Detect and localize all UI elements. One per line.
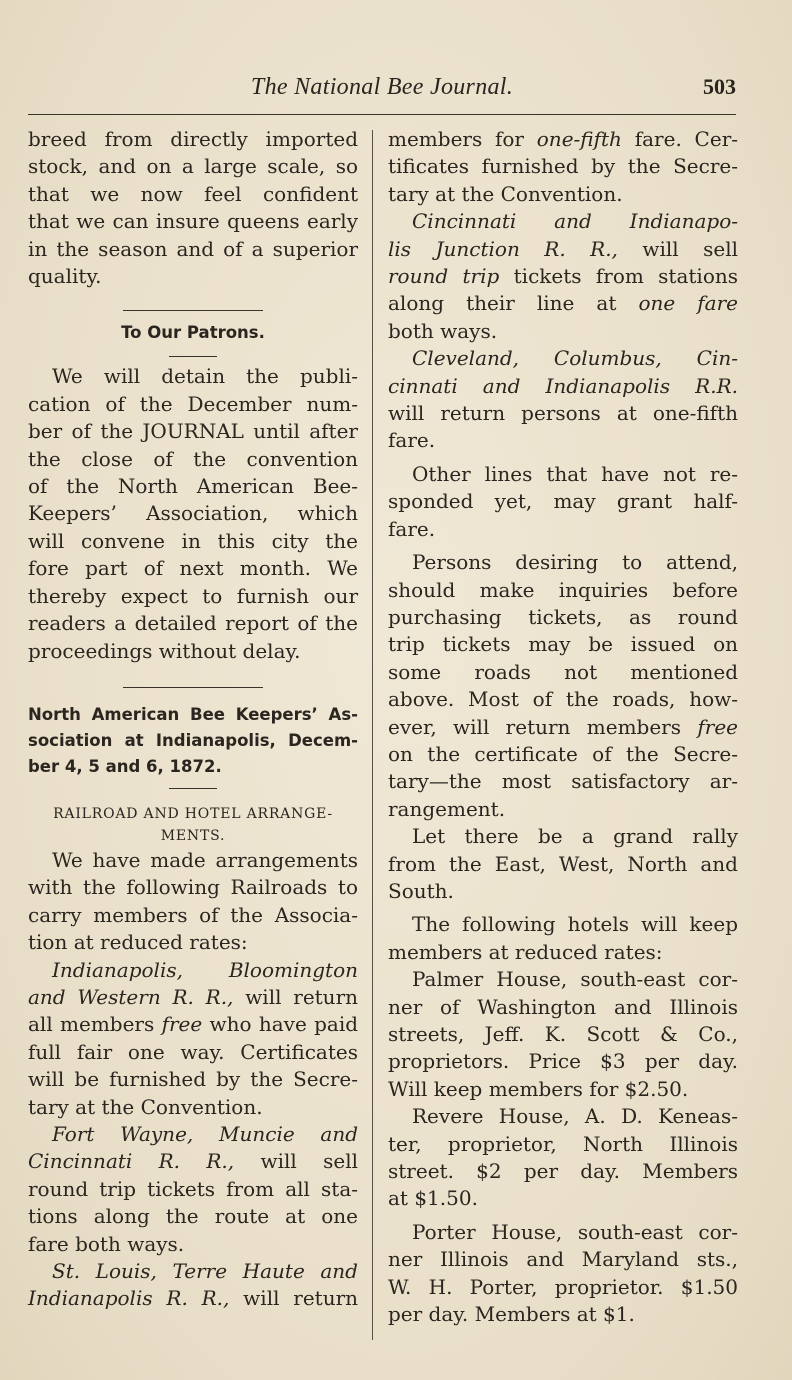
- text-line: the close of the convention: [28, 446, 358, 471]
- railroad-name: Cleveland, Columbus, Cin-: [412, 346, 738, 371]
- text-line: on the certificate of the Secre-: [388, 741, 738, 766]
- emphasis-fraction: one-fifth: [536, 127, 622, 151]
- text-line: both ways.: [388, 318, 498, 343]
- text-line: from the East, West, North and: [388, 851, 738, 876]
- journal-title: The National Bee Journal.: [250, 74, 514, 100]
- text-line: above. Most of the roads, how-: [388, 687, 738, 712]
- patrons-paragraph: [28, 363, 358, 664]
- text-line: thereby expect to furnish our: [28, 583, 358, 608]
- text-run: will return: [245, 984, 359, 1009]
- text-line: Let there be a grand rally: [412, 824, 738, 849]
- text-line: breed from directly imported: [28, 127, 358, 151]
- header-rule: [28, 114, 736, 115]
- ccci-railroad-paragraph: [388, 345, 738, 455]
- persons-paragraph: [388, 549, 738, 823]
- text-line: will convene in this city the: [28, 528, 358, 553]
- text-line: Porter House, south-east cor-: [412, 1219, 738, 1244]
- text-run: along their line at: [388, 291, 617, 316]
- text-line: [28, 1285, 358, 1312]
- text-line: rangement.: [388, 796, 506, 821]
- text-line: cation of the December num-: [28, 391, 358, 416]
- railroad-name: Indianapolis,: [52, 957, 183, 982]
- text-line: Keepers’ Association, which: [28, 501, 358, 526]
- text-line: [388, 236, 738, 263]
- text-line: stock, and on a large scale, so: [28, 154, 358, 179]
- other-lines-paragraph: [388, 461, 738, 543]
- text-line: fare both ways.: [28, 1231, 185, 1256]
- railroad-name: Bloomington: [228, 957, 358, 982]
- text-line: per day. Members at $1.: [388, 1302, 635, 1327]
- left-column: [28, 126, 358, 1313]
- text-line: of the North American Bee-: [28, 474, 358, 499]
- text-line: ner Illinois and Maryland sts.,: [388, 1247, 738, 1272]
- text-line: will be furnished by the Secre-: [28, 1067, 358, 1092]
- text-line: [28, 1258, 358, 1285]
- arrangements-paragraph: [28, 847, 358, 957]
- palmer-house-paragraph: [388, 966, 738, 1103]
- railroad-name: lis Junction R. R.,: [388, 236, 618, 261]
- railroad-name: Cincinnati and Indianapo-: [412, 209, 738, 234]
- text-line: tion at reduced rates:: [28, 930, 248, 955]
- railroad-name: St. Louis,: [52, 1259, 157, 1283]
- text-line: at $1.50.: [388, 1186, 478, 1211]
- text-line: sponded yet, may grant half-: [388, 489, 738, 514]
- text-line: trip tickets may be issued on: [388, 632, 738, 657]
- text-line: [388, 208, 738, 235]
- text-line: that we can insure queens early: [28, 209, 358, 234]
- railroad-name: Cincinnati R. R.,: [28, 1149, 235, 1174]
- text-line: ter, proprietor, North Illinois: [388, 1131, 738, 1156]
- text-line: [28, 957, 358, 984]
- text-line: readers a detailed report of the: [28, 611, 358, 636]
- text-line: in the season and of a superior: [28, 236, 358, 261]
- text-run: will sell: [642, 236, 739, 261]
- text-line: [28, 1121, 358, 1148]
- text-line: Palmer House, south-east cor-: [412, 967, 738, 992]
- text-line: round trip tickets from all sta-: [28, 1176, 358, 1201]
- text-line: Persons desiring to attend,: [412, 550, 738, 575]
- railroad-subhead: [28, 803, 358, 847]
- running-header: [28, 74, 736, 108]
- porter-house-paragraph: [388, 1219, 738, 1329]
- heading-line: North American Bee Keepers’ As-: [28, 704, 358, 724]
- fwmc-railroad-paragraph: [28, 1121, 358, 1258]
- column-divider: [372, 130, 373, 1340]
- text-line: [388, 714, 738, 741]
- text-run: tickets from stations: [513, 264, 739, 289]
- text-line: proceedings without delay.: [28, 638, 301, 663]
- text-line: [388, 263, 738, 290]
- continuation-paragraph: [388, 126, 738, 208]
- text-line: street. $2 per day. Members: [388, 1159, 738, 1184]
- text-line: fare.: [388, 428, 436, 453]
- text-line: some roads not mentioned: [388, 659, 738, 684]
- text-line: We will detain the publi-: [52, 364, 358, 389]
- text-line: Will keep members for $2.50.: [388, 1076, 689, 1101]
- heading-line: ber 4, 5 and 6, 1872.: [28, 756, 222, 776]
- revere-house-paragraph: [388, 1103, 738, 1213]
- text-line: streets, Jeff. K. Scott & Co.,: [388, 1022, 738, 1046]
- stl-railroad-paragraph: [28, 1258, 358, 1313]
- text-line: tificates furnished by the Secre-: [388, 154, 738, 179]
- text-line: that we now feel confident: [28, 181, 358, 206]
- text-line: [388, 126, 738, 153]
- right-column: [388, 126, 738, 1328]
- ibw-railroad-paragraph: [28, 957, 358, 1121]
- text-line: ber of the JOURNAL until after: [28, 419, 358, 444]
- subhead-line: MENTS.: [160, 827, 226, 844]
- text-line: quality.: [28, 264, 102, 289]
- heading-line: sociation at Indianapolis, Decem-: [28, 730, 358, 750]
- text-line: tary—the most satisfactory ar-: [388, 769, 738, 794]
- text-line: W. H. Porter, proprietor. $1.50: [388, 1274, 738, 1299]
- hotels-paragraph: [388, 911, 738, 966]
- text-line: fare.: [388, 516, 436, 541]
- railroad-name: Terre Haute and: [172, 1259, 358, 1283]
- intro-paragraph: [28, 126, 358, 290]
- emphasis-one-fare: one fare: [638, 291, 738, 316]
- railroad-name: Fort Wayne,: [52, 1121, 194, 1146]
- text-line: members at reduced rates:: [388, 939, 663, 964]
- text-run: will return: [243, 1286, 359, 1311]
- text-line: [28, 1011, 358, 1038]
- text-line: tions along the route at one: [28, 1204, 358, 1229]
- patrons-heading: To Our Patrons.: [121, 323, 265, 343]
- text-line: [388, 290, 738, 317]
- text-line: should make inquiries before: [388, 577, 738, 602]
- text-line: Revere House, A. D. Keneas-: [412, 1104, 738, 1129]
- text-line: carry members of the Associa-: [28, 902, 358, 927]
- emphasis-free: free: [697, 714, 738, 739]
- text-run: ever, will return members: [388, 714, 682, 739]
- text-line: We have made arrangements: [52, 847, 358, 872]
- text-run: will sell: [260, 1149, 358, 1174]
- text-line: [388, 373, 738, 400]
- text-line: tary at the Convention.: [28, 1094, 263, 1119]
- text-line: [28, 1148, 358, 1175]
- text-run: members for: [388, 127, 524, 151]
- text-line: purchasing tickets, as round: [388, 604, 738, 629]
- association-heading: [28, 702, 358, 780]
- text-line: ner of Washington and Illinois: [388, 994, 738, 1019]
- railroad-name: and Western R. R.,: [28, 984, 234, 1009]
- railroad-name: Muncie and: [219, 1121, 359, 1146]
- text-line: Other lines that have not re-: [412, 461, 738, 486]
- railroad-name: cinnati and Indianapolis R.R.: [388, 373, 738, 398]
- subhead-line: RAILROAD AND HOTEL ARRANGE-: [53, 805, 333, 822]
- text-line: full fair one way. Certificates: [28, 1039, 358, 1064]
- cij-railroad-paragraph: [388, 208, 738, 345]
- emphasis-free: free: [161, 1012, 203, 1037]
- text-line: with the following Railroads to: [28, 875, 358, 900]
- text-run: fare. Cer-: [634, 127, 739, 151]
- text-line: [28, 984, 358, 1011]
- rally-paragraph: [388, 823, 738, 905]
- text-line: South.: [388, 878, 454, 903]
- page-number: 503: [703, 74, 736, 99]
- text-line: [388, 345, 738, 372]
- text-run: all members: [28, 1012, 155, 1037]
- text-line: will return persons at one-fifth: [388, 401, 738, 426]
- text-run: who have paid: [209, 1012, 359, 1037]
- text-line: The following hotels will keep: [412, 912, 738, 937]
- text-line: fore part of next month. We: [28, 556, 358, 581]
- railroad-name: Indianapolis R. R.,: [28, 1286, 230, 1311]
- text-line: proprietors. Price $3 per day.: [388, 1049, 738, 1074]
- emphasis-round-trip: round trip: [388, 264, 500, 289]
- text-line: tary at the Convention.: [388, 181, 623, 206]
